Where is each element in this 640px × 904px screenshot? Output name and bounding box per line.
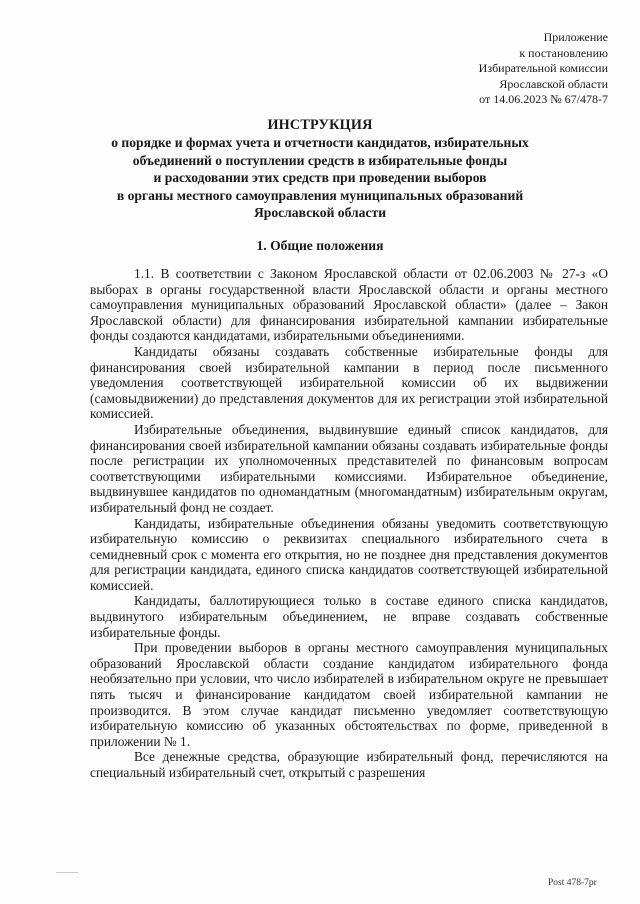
title-line: и расходовании этих средств при проведении выборов [153,170,487,186]
appendix-line: Ярославской области [499,76,608,91]
appendix-line: к постановлению [519,45,608,60]
paragraph: При проведении выборов в органы местного самоуправления муниципальных образований Ярославской области создание кандидатом избирательного фонда необязательно при условии, что число избирателей в избирательном округе не превышает пять тысяч и финансирование кандидатом своей избирательной кампании не производится. В этом случае кандидат письменно уведомляет соответствующую избирательную комиссию об указанных обстоятельствах по форме, приведенной в приложении № 1. [90,640,608,749]
paragraph: Кандидаты, избирательные объединения обязаны уведомить соответствующую избирательную комиссию о реквизитах специального избирательного счета в семидневный срок с момента его открытия, но не позднее дня представления документов для регистрации кандидата, единого списка кандидатов соответствующей избирательной комиссией. [90,515,608,593]
scan-artifact [56,872,78,873]
footer-code: Post 478-7pr [548,878,597,888]
title-line: о порядке и формах учета и отчетности кандидатов, избирательных [111,135,529,151]
paragraph: Избирательные объединения, выдвинувшие единый список кандидатов, для финансирования своей избирательной кампании обязаны создавать избирательные фонды после регистрации их уполномоченных представителей по финансовым вопросам соответствующими избирательными комиссиями. Избирательное объединение, выдвинувшее кандидатов по одномандатным (многомандатным) избирательным округам, избирательный фонд не создает. [90,421,608,515]
paragraph: Все денежные средства, образующие избирательный фонд, перечисляются на специальный избирательный счет, открытый с разрешения [90,749,608,780]
paragraph: 1.1. В соответствии с Законом Ярославской области от 02.06.2003 № 27-з «О выборах в органы государственной власти Ярославской области и органы местного самоуправления муниципальных образований Ярославской области» (далее – Закон Ярославской области) для финансирования избирательной кампании избирательные фонды создаются кандидатами, избирательными объединениями. [90,266,608,344]
paragraph: Кандидаты, баллотирующиеся только в составе единого списка кандидатов, выдвинутого избирательным объединением, не вправе создавать собственные избирательные фонды. [90,593,608,640]
title-line: Ярославской области [253,205,387,221]
title-main: ИНСТРУКЦИЯ [267,117,373,133]
appendix-line: Приложение [543,30,608,44]
title-line: в органы местного самоуправления муниципальных образований [116,187,524,203]
paragraph: Кандидаты обязаны создавать собственные избирательные фонды для финансирования своей избирательной кампании в период после письменного уведомления соответствующей избирательной комиссии об их выдвижении (самовыдвижении) до представления документов для их регистрации этой избирательной комиссией. [90,343,608,422]
appendix-block [378,30,608,108]
title-line: объединений о поступлении средств в избирательные фонды [132,152,508,168]
appendix-line: Избирательной комиссии [478,61,608,75]
appendix-date-number: от 14.06.2023 № 67/478-7 [479,92,608,106]
section-heading: 1. Общие положения [256,238,384,253]
document-title [80,117,560,221]
document-body [90,266,608,781]
